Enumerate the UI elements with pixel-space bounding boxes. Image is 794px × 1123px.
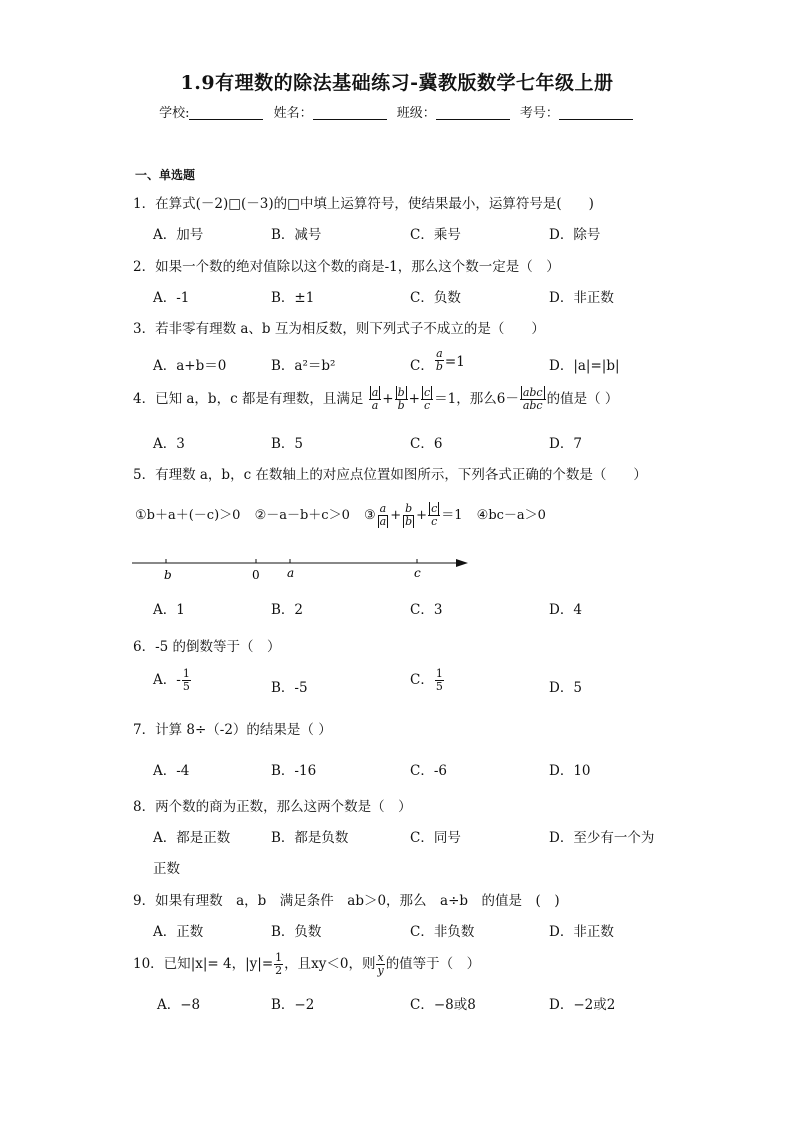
option-b[interactable]: B．-16	[271, 763, 317, 779]
option-a[interactable]: A．-1	[153, 290, 190, 306]
option-c[interactable]: C．非负数	[410, 924, 475, 940]
question-5: 5．有理数 a，b，c 在数轴上的对应点位置如图所示，下列各式正确的个数是（ ）	[133, 467, 647, 483]
option-b[interactable]: B．都是负数	[271, 830, 349, 846]
school-label: 学校:	[159, 106, 190, 121]
question-2: 2．如果一个数的绝对值除以这个数的商是-1，那么这个数一定是（ ）	[133, 259, 560, 275]
fraction-a-over-b: $\frac{a}{b}$	[435, 347, 443, 373]
name-label: 姓名：	[273, 106, 313, 121]
option-a[interactable]: A．加号	[153, 227, 204, 243]
question-6-options	[153, 668, 673, 700]
option-a[interactable]: A．−8	[157, 997, 201, 1013]
question-8-options	[153, 826, 673, 848]
question-4: 4．已知 a，b，c 都是有理数，且满足 $\frac{a}{a}$ + $\frac{b}{b}$ + $\frac{c}{c}$ ＝1，那么6－ $\frac{\text{abc}}{\text{abc}}$ 的值是（ ）	[133, 386, 619, 412]
class-field[interactable]	[436, 105, 510, 120]
question-9-options	[153, 920, 673, 942]
label-c: c	[414, 566, 421, 580]
option-c[interactable]: C．3	[410, 602, 443, 618]
option-a[interactable]: A．1	[153, 602, 185, 618]
question-4-options	[153, 432, 673, 454]
option-a[interactable]: A．a+b＝0	[153, 358, 227, 374]
option-b[interactable]: B．-5	[271, 680, 308, 696]
question-8: 8．两个数的商为正数，那么这两个数是（ ）	[133, 799, 412, 815]
option-d[interactable]: D．非正数	[549, 924, 614, 940]
formula-1: ①b＋a＋(－c)＞0	[135, 508, 241, 523]
number-line-arrow	[456, 559, 468, 567]
question-9: 9．如果有理数 a，b 满足条件 ab＞0，那么 a÷b 的值是 ( )	[133, 893, 560, 909]
question-6: 6．-5 的倒数等于（ ）	[133, 639, 281, 655]
option-d[interactable]: D．非正数	[549, 290, 614, 306]
question-10-options	[153, 993, 673, 1015]
option-c[interactable]: C．-6	[410, 763, 447, 779]
option-a[interactable]: A．正数	[153, 924, 204, 940]
page-title: 1.9有理数的除法基础练习-冀教版数学七年级上册	[180, 72, 614, 94]
name-field[interactable]	[313, 105, 387, 120]
question-10: 10．已知|x|= 4，|y|= $\frac{1}{2}$ ，且xy＜0，则 $\frac{x}{y}$ 的值等于（ ）	[133, 951, 481, 977]
option-b[interactable]: B．2	[271, 602, 304, 618]
fraction-abs-c: $\frac{c}{c}$	[421, 387, 433, 412]
option-b[interactable]: B．负数	[271, 924, 322, 940]
fraction-abs-abc: $\frac{\text{abc}}{\text{abc}}$	[520, 387, 546, 412]
option-c-label: C．	[410, 358, 434, 374]
option-c[interactable]: C． $\frac{a}{b}$ =1	[410, 347, 465, 374]
option-b[interactable]: B．±1	[271, 290, 315, 306]
question-5-options	[153, 598, 673, 620]
fraction-abs-b: $\frac{b}{b}$	[395, 387, 408, 412]
option-a[interactable]: A．-4	[153, 763, 190, 779]
question-5-formulas	[135, 503, 546, 528]
option-b[interactable]: B．a²＝b²	[271, 358, 336, 374]
label-0: 0	[252, 568, 260, 582]
fraction-one-half: $\frac{1}{2}$	[275, 951, 283, 977]
option-d[interactable]: D．|a|=|b|	[549, 358, 620, 374]
formula-3: ③ $\frac{a}{a}$ + $\frac{b}{b}$ + $\frac{c}{c}$ ＝1	[364, 502, 463, 528]
student-info-line	[0, 102, 794, 121]
question-3: 3．若非零有理数 a、b 互为相反数，则下列式子不成立的是（ ）	[133, 321, 545, 337]
option-b[interactable]: B．减号	[271, 227, 322, 243]
number-line	[132, 555, 472, 585]
option-c[interactable]: C． $\frac{1}{5}$	[410, 667, 443, 693]
formula-4: ④bc－a＞0	[476, 508, 546, 523]
option-d[interactable]: D．10	[549, 763, 591, 779]
question-1: 1．在算式(－2)□(－3)的□中填上运算符号，使结果最小，运算符号是( )	[133, 196, 594, 212]
question-7-options	[153, 759, 673, 781]
formula-2: ②－a－b＋c＞0	[254, 508, 350, 523]
label-a: a	[287, 566, 295, 580]
option-b[interactable]: B．5	[271, 436, 304, 452]
number-label: 考号：	[519, 106, 559, 121]
option-c[interactable]: C．乘号	[410, 227, 461, 243]
option-d[interactable]: D．5	[549, 680, 582, 696]
number-field[interactable]	[559, 105, 633, 120]
option-d[interactable]: D．4	[549, 602, 582, 618]
option-d[interactable]: D．7	[549, 436, 582, 452]
option-c[interactable]: C．6	[410, 436, 443, 452]
option-d[interactable]: D．除号	[549, 227, 601, 243]
question-7: 7．计算 8÷（-2）的结果是（ ）	[133, 722, 332, 738]
option-a[interactable]: A．- $\frac{1}{5}$	[153, 667, 190, 693]
question-8-option-d-continuation: 正数	[153, 861, 180, 877]
fraction-abs-a: $\frac{a}{a}$	[369, 387, 382, 412]
option-c[interactable]: C．同号	[410, 830, 461, 846]
fraction-x-over-y: $\frac{x}{y}$	[377, 951, 384, 977]
option-d[interactable]: D．至少有一个为	[549, 830, 655, 846]
option-d[interactable]: D．−2或2	[549, 997, 616, 1013]
label-b: b	[164, 568, 172, 582]
option-c[interactable]: C．负数	[410, 290, 461, 306]
question-1-options	[153, 223, 673, 245]
question-2-options	[153, 286, 673, 308]
option-a[interactable]: A．都是正数	[153, 830, 231, 846]
option-c[interactable]: C．−8或8	[410, 997, 476, 1013]
option-a[interactable]: A．3	[153, 436, 185, 452]
school-field[interactable]	[189, 105, 263, 120]
class-label: 班级：	[396, 106, 436, 121]
section-heading: 一、单选题	[135, 168, 196, 182]
question-3-options	[153, 348, 673, 378]
option-b[interactable]: B．−2	[271, 997, 315, 1013]
